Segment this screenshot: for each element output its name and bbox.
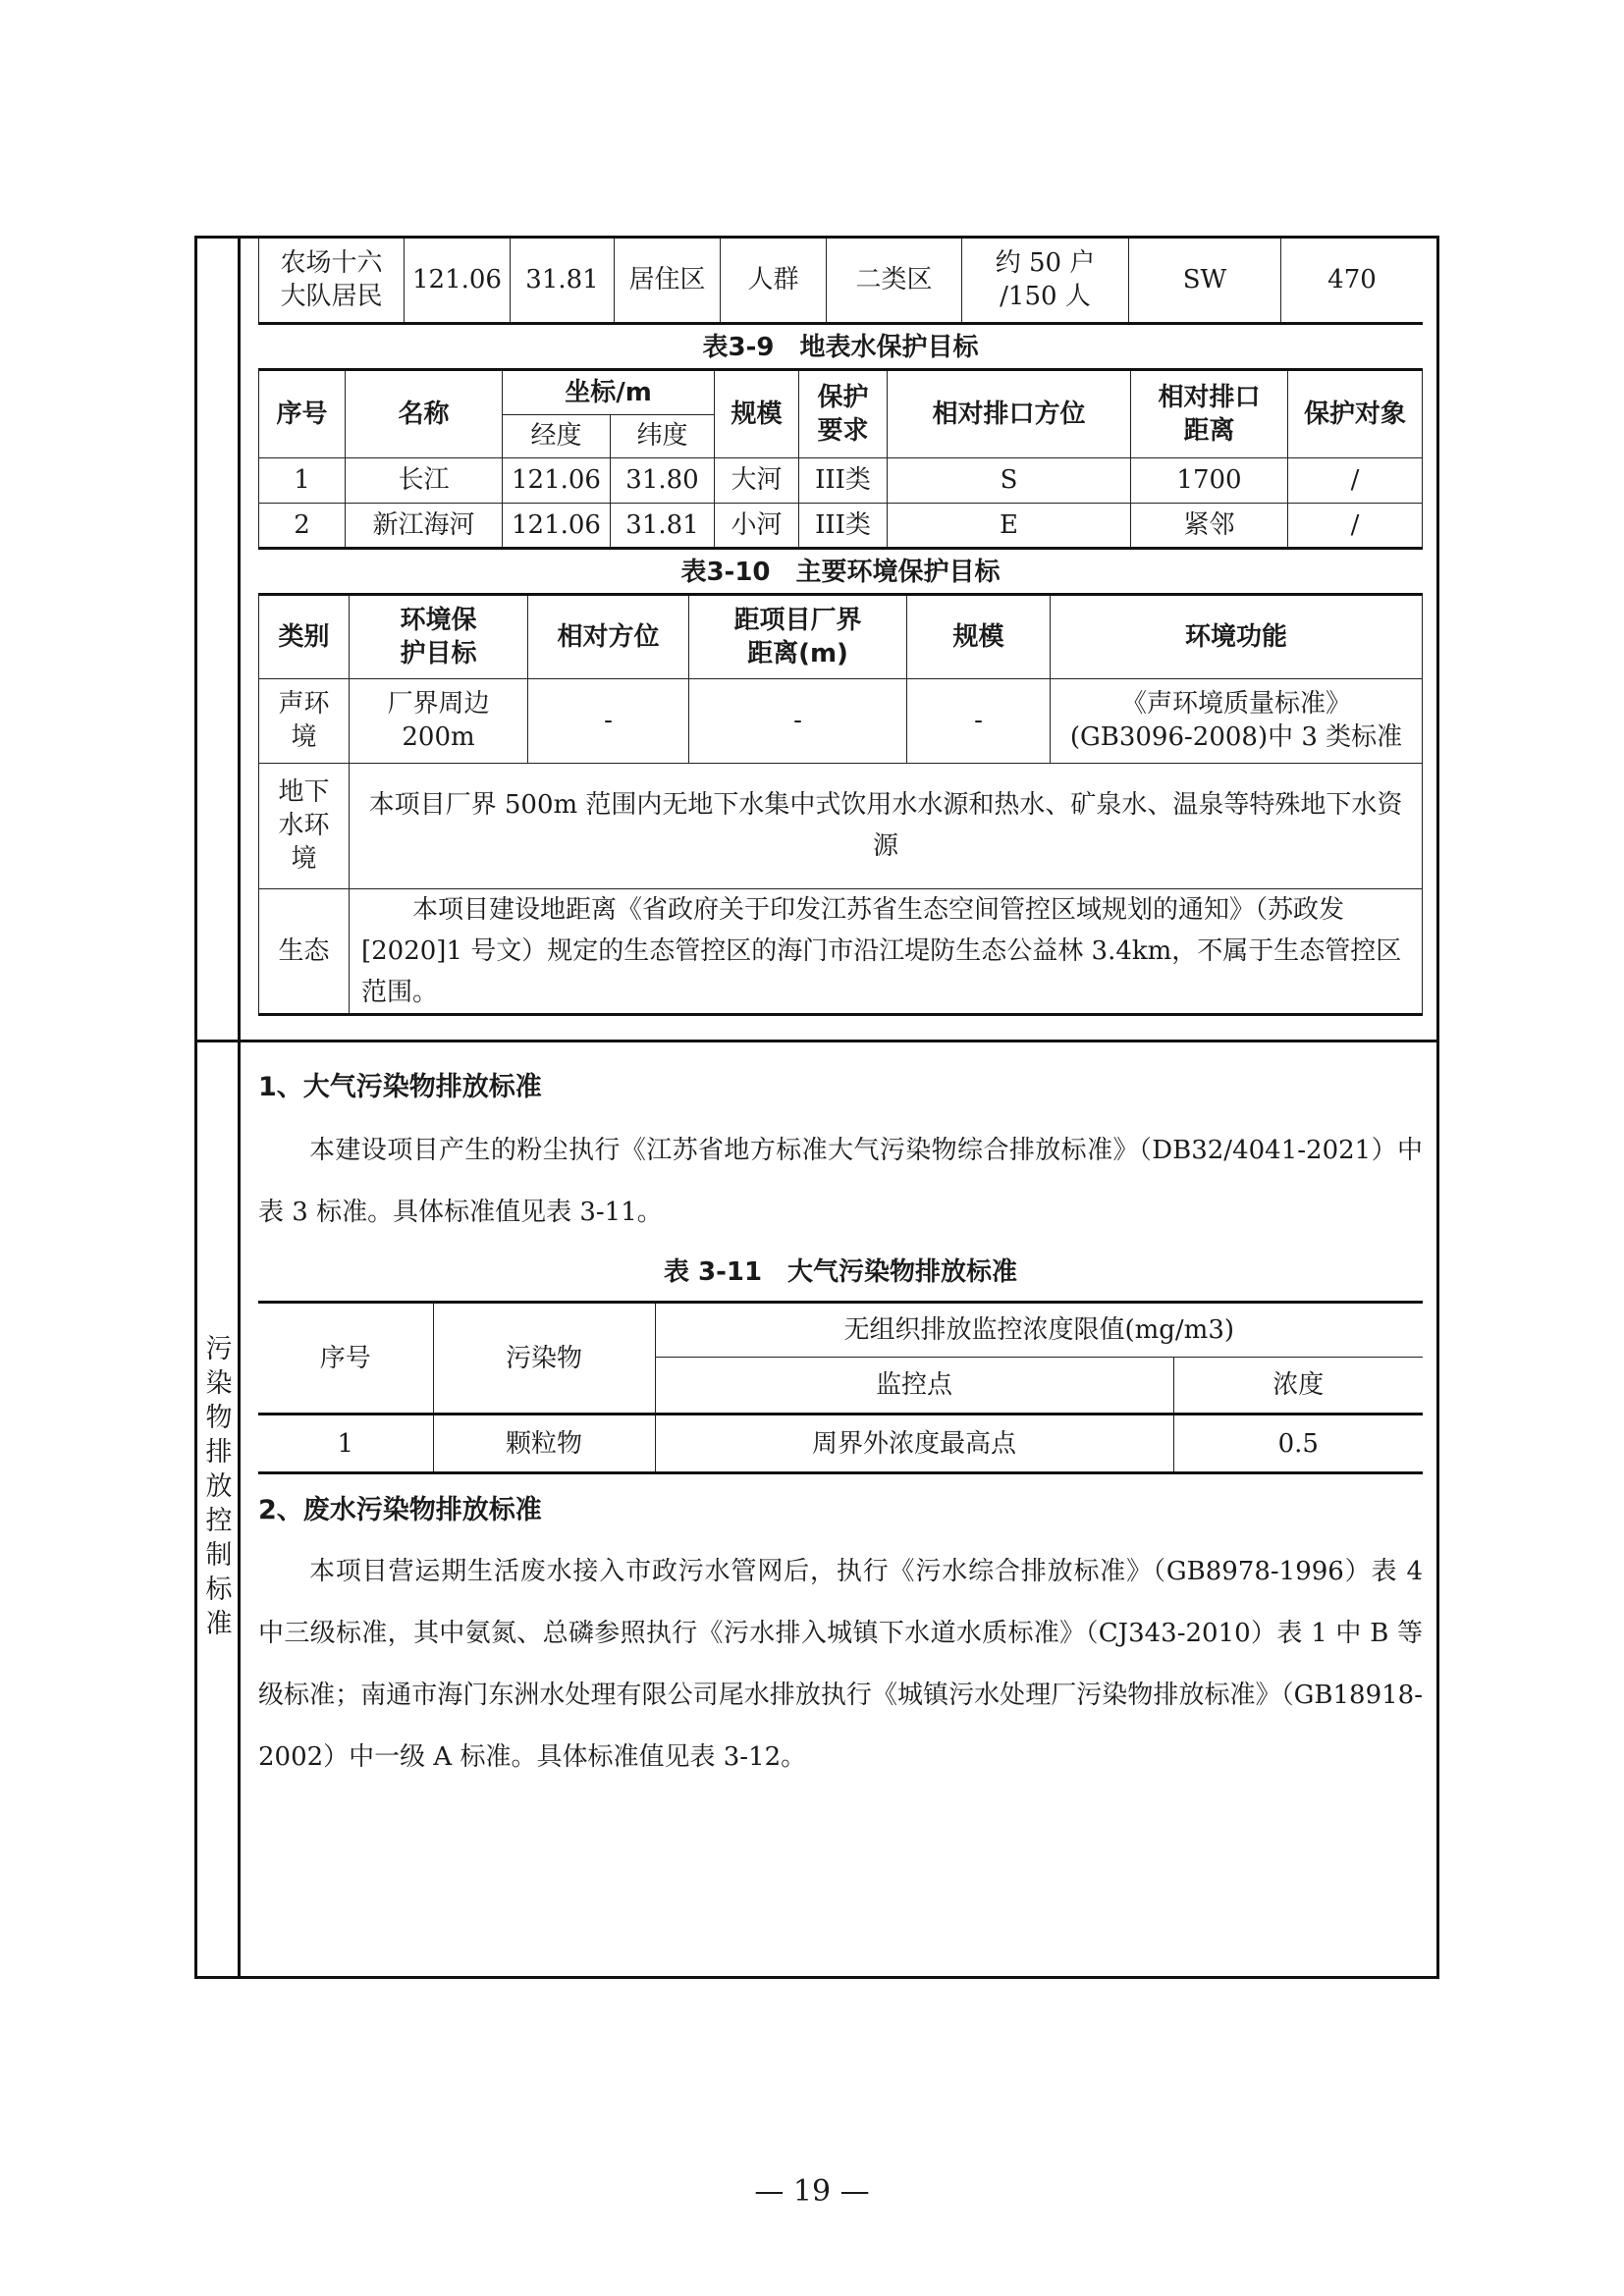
table-3-11-caption: 表 3-11 大气污染物排放标准 [663,1257,1018,1287]
table-row: 2 新江海河 121.06 31.81 小河 III类 E 紧邻 / [259,503,1423,548]
table-row: 1 颗粒物 周界外浓度最高点 0.5 [258,1415,1423,1473]
lower-content [258,1061,1423,1789]
air-heading: 1、大气污染物排放标准 [258,1072,542,1102]
table-header-row: 序号 名称 坐标/m 规模 保护 要求 相对排口方位 相对排口 距离 保护对象 [259,369,1423,414]
table-header-row: 监控点 浓度 [258,1358,1423,1415]
section-divider [197,1040,1436,1042]
upper-content [258,239,1423,1016]
air-paragraph: 本建设项目产生的粉尘执行《江苏省地方标准大气污染物综合排放标准》（DB32/4041-2021）中表 3 标准。具体标准值见表 3-11。 [258,1136,1423,1227]
water-heading: 2、废水污染物排放标准 [258,1495,542,1525]
water-paragraph: 本项目营运期生活废水接入市政污水管网后，执行《污水综合排放标准》（GB8978-1996）表 4 中三级标准，其中氨氮、总磷参照执行《污水排入城镇下水道水质标准》（CJ343-2010）表 1 中 B 等级标准；南通市海门东洲水处理有限公司尾水排放执行《城镇污水处理厂污染物排放标准》（GB18918-2002）中一级 A 标准。具体标准值见表 3-12。 [258,1557,1423,1772]
table-row: 声环 境 厂界周边 200m - - - 《声环境质量标准》 (GB3096-2008)中 3 类标准 [259,678,1423,763]
table-row: 地下 水环 境 本项目厂界 500m 范围内无地下水集中式饮用水水源和热水、矿泉水、温泉等特殊地下水资源 [259,763,1423,888]
table-header-row: 类别 环境保 护目标 相对方位 距项目厂界 距离(m) 规模 环境功能 [259,594,1423,678]
air-emission-table [258,1301,1423,1474]
environment-protection-table [258,593,1423,1016]
section-label-vertical: 污 染 物 排 放 控 制 标 准 [205,1334,233,1639]
table-row: 农场十六 大队居民 121.06 31.81 居住区 人群 二类区 约 50 户 /150 人 SW 470 [259,239,1424,323]
continued-atmosphere-table [258,239,1423,325]
table-row: 1 长江 121.06 31.80 大河 III类 S 1700 / [259,457,1423,503]
table-header-row: 经度 纬度 [259,414,1423,457]
table-header-row: 序号 污染物 无组织排放监控浓度限值(mg/m3) [258,1303,1423,1358]
page-number: — 19 — [754,2174,870,2209]
page-frame [194,236,1439,1979]
table-3-10-caption: 表3-10 主要环境保护目标 [680,557,1001,587]
table-3-9-caption: 表3-9 地表水保护目标 [702,332,979,362]
table-row: 生态 本项目建设地距离《省政府关于印发江苏省生态空间管控区域规划的通知》（苏政发[2020]1 号文）规定的生态管控区的海门市沿江堤防生态公益林 3.4km，不属于生态管控区范围。 [259,888,1423,1014]
surface-water-table [258,368,1423,550]
